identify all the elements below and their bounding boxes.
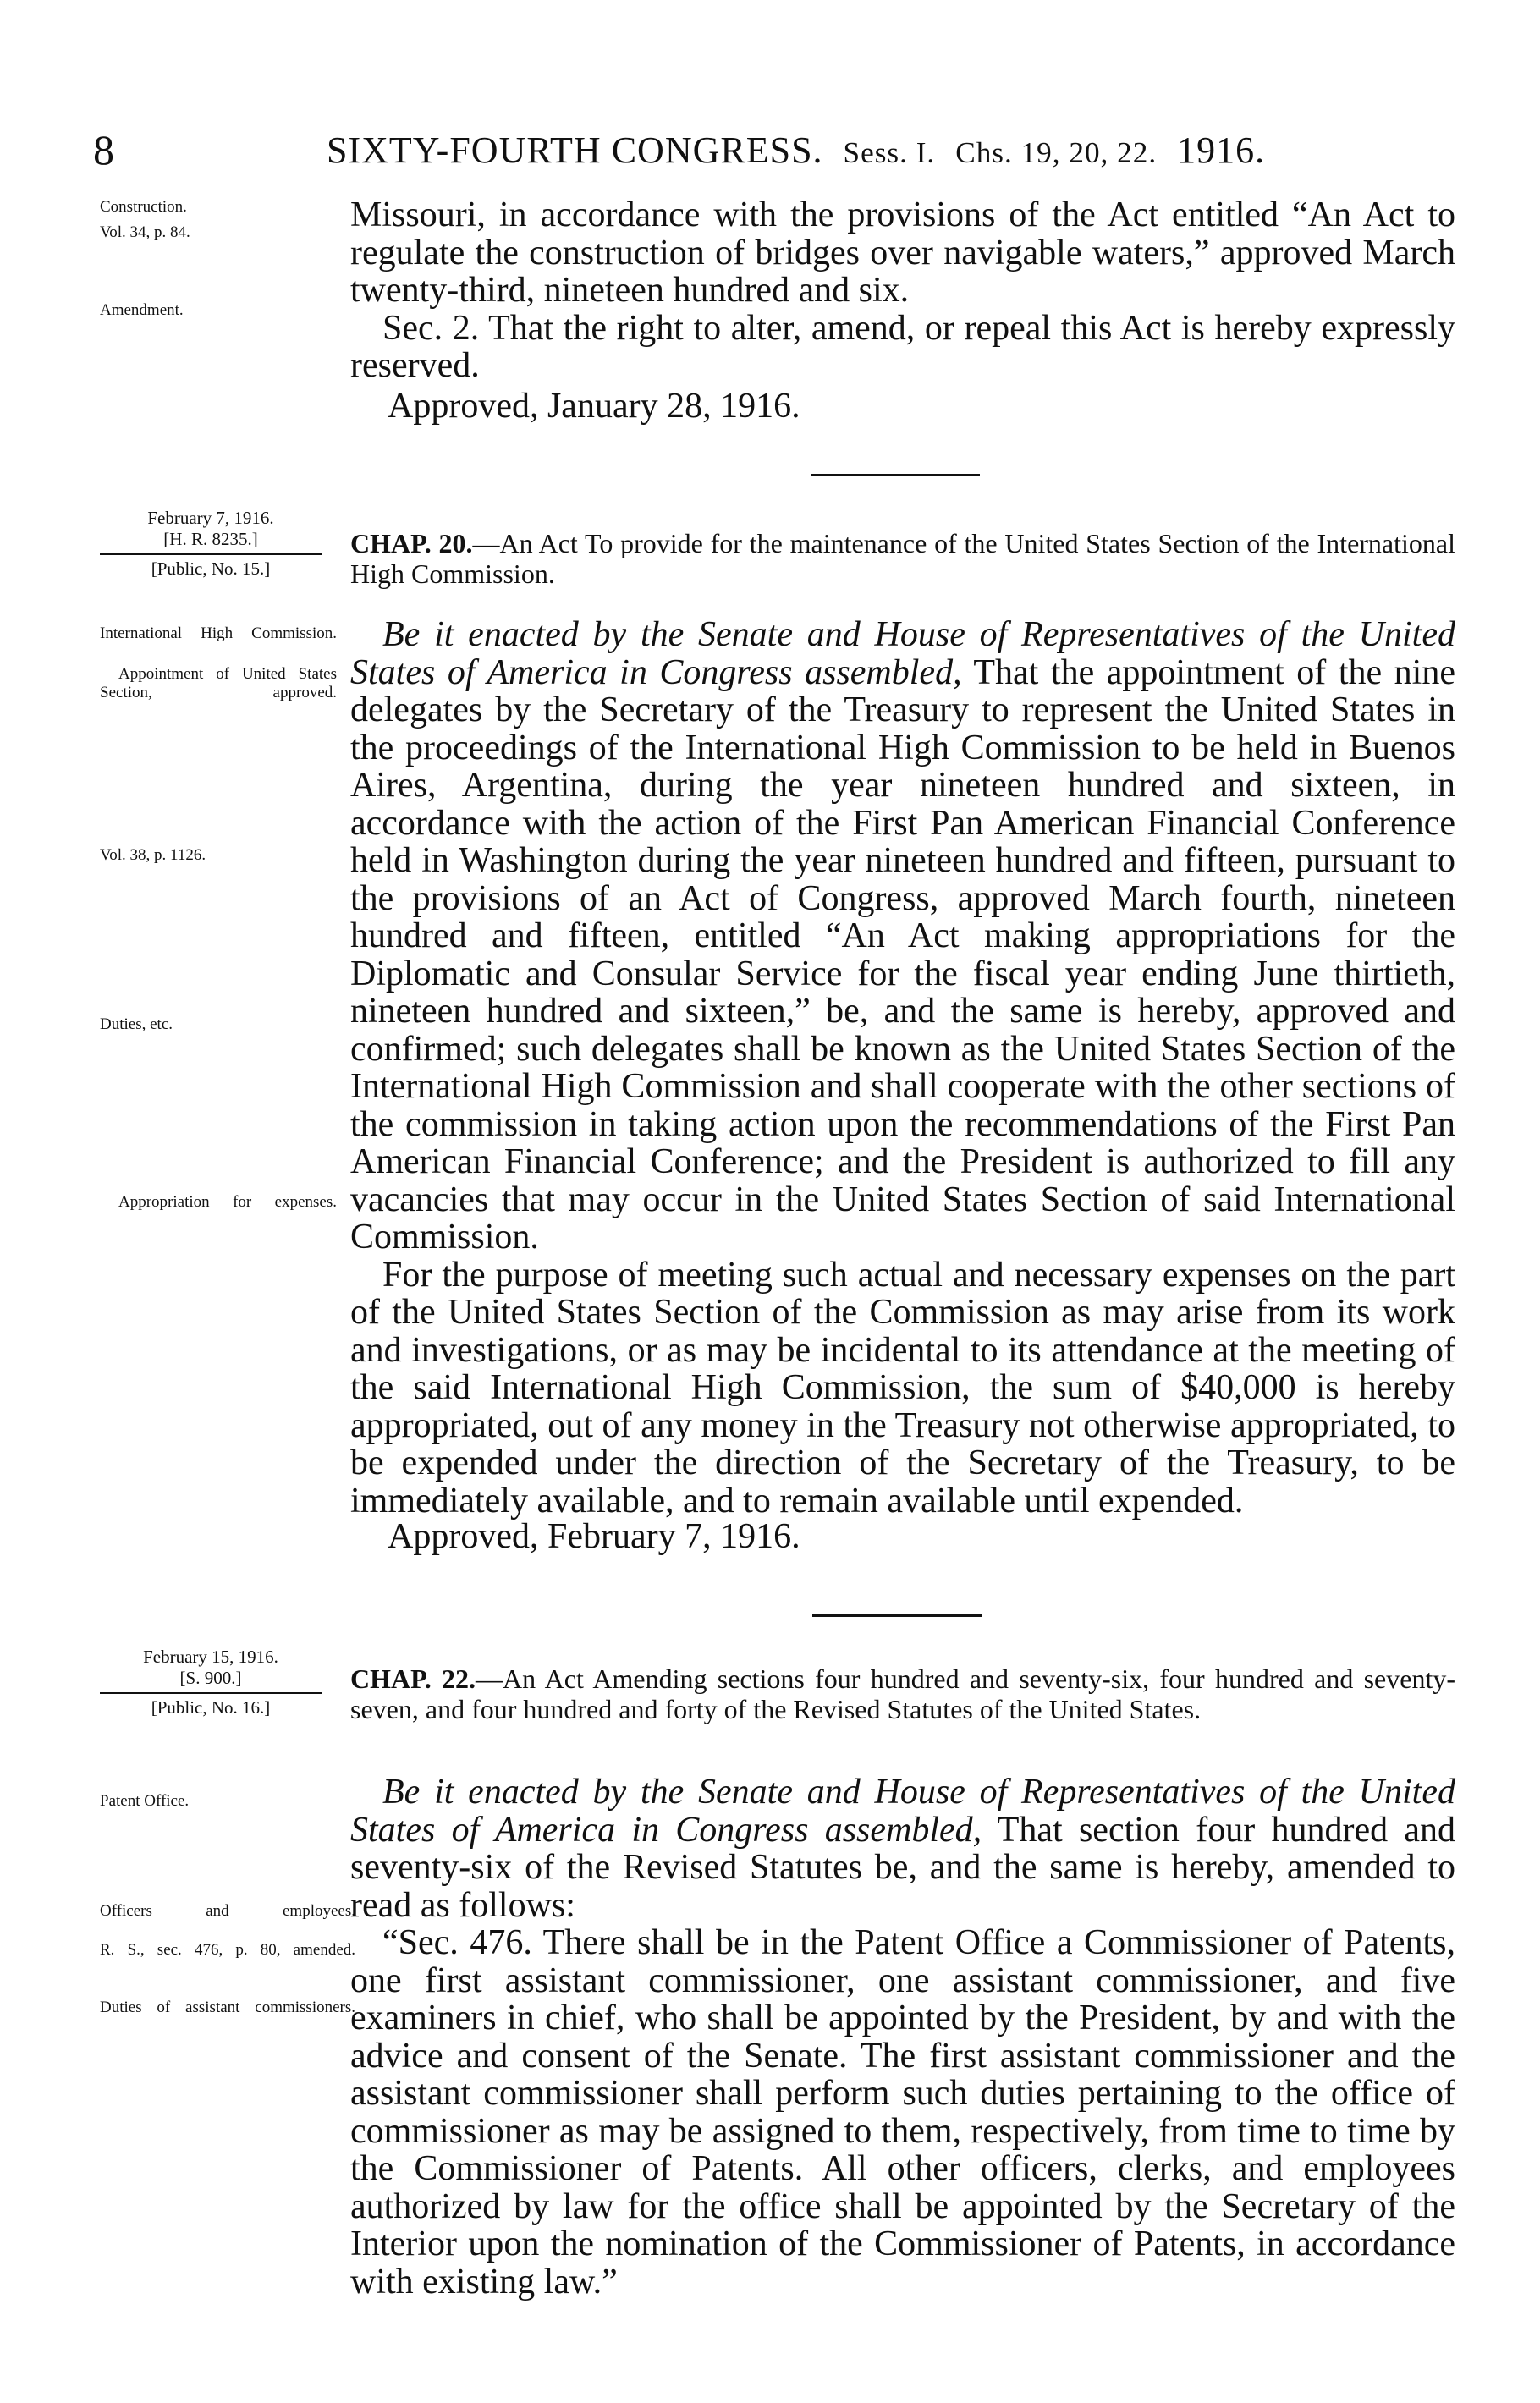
running-head-session: Sess. I. xyxy=(843,136,936,169)
chap22-text xyxy=(350,1773,1455,2301)
chap20-paragraph1 xyxy=(350,616,1455,1256)
margin-note-international-high-commission: International High Commission. xyxy=(100,624,337,642)
running-head-chapters: Chs. 19, 20, 22. xyxy=(955,136,1158,169)
chap22-paragraph2: “Sec. 476. There shall be in the Patent Office a Commissioner of Patents, one first assistant commissioner, one assistant commissioner, and five examiners in chief, who shall be appointed by the President, by and with the advice and consent of the Senate. The first assistant commissioner and the assistant commissioner shall perform such duties pertaining to the office of commissioner as may be assigned to them, respectively, from time to time by the Commissioner of Patents. All other officers, clerks, and employees authorized by law for the office shall be appointed by the Secretary of the Interior upon the nomination of the Commissioner of Patents, in accordance with existing law.” xyxy=(350,1923,1455,2301)
separator-rule-2 xyxy=(812,1614,982,1617)
running-head xyxy=(327,129,1265,172)
margin-note-rs-476: R. S., sec. 476, p. 80, amended. xyxy=(100,1941,355,1959)
chap22-date: February 15, 1916. xyxy=(143,1647,278,1667)
running-head-congress: SIXTY-FOURTH CONGRESS. xyxy=(327,129,823,171)
margin-note-vol38: Vol. 38, p. 1126. xyxy=(100,846,206,864)
chap20-date-rule xyxy=(100,553,322,555)
chap20-title xyxy=(350,528,1455,589)
chap22-enacting-clause: Be it enacted by the Senate and House of Representatives of the United States of America in Congress assembled, xyxy=(350,1773,1455,1850)
margin-note-duties: Duties, etc. xyxy=(100,1015,173,1033)
chap22-title xyxy=(350,1663,1455,1724)
section1-paragraph2: Sec. 2. That the right to alter, amend, or repeal this Act is hereby expressly reserved. xyxy=(350,308,1455,385)
margin-note-patent-office: Patent Office. xyxy=(100,1792,190,1810)
chap22-date-rule xyxy=(100,1692,322,1694)
page-number: 8 xyxy=(93,126,114,173)
margin-note-appropriation: Appropriation for expenses. xyxy=(118,1193,337,1211)
chap20-enacting-clause: Be it enacted by the Senate and House of Representatives of the United States of America in Congress assembled, xyxy=(350,615,1455,692)
chap20-approved: Approved, February 7, 1916. xyxy=(388,1517,800,1556)
margin-note-vol34: Vol. 34, p. 84. xyxy=(100,223,190,241)
chap22-title-text: —An Act Amending sections four hundred and seventy-six, four hundred and seventy-seven, and four hundred and forty of the Revised Statutes of the United States. xyxy=(350,1663,1456,1724)
chap22-paragraph1 xyxy=(350,1773,1455,1924)
chap20-paragraph2: For the purpose of meeting such actual and necessary expenses on the part of the United States Section of the Commission as may arise from its work and investigations, or as may be incidental to its attendance at the meeting of the said International High Commission, the sum of $40,000 is hereby appropriated, out of any money in the Treasury not otherwise appropriated, to be expended under the direction of the Secretary of the Treasury, to be immediately available, and to remain available until expended. xyxy=(350,1255,1455,1520)
margin-note-amendment: Amendment. xyxy=(100,301,184,319)
chap20-label: CHAP. 20. xyxy=(350,528,473,558)
section1-paragraph1: Missouri, in accordance with the provisions of the Act entitled “An Act to regulate the construction of bridges over navigable waters,” approved March twenty-third, nineteen hundred and six. xyxy=(350,195,1455,310)
section1-text xyxy=(350,196,1455,385)
chap20-title-text: —An Act To provide for the maintenance of the United States Section of the International High Commission. xyxy=(350,528,1456,589)
chap20-date-block xyxy=(100,508,322,580)
margin-note-construction: Construction. xyxy=(100,198,187,216)
margin-note-duties-assistant: Duties of assistant commissioners. xyxy=(100,1999,355,2016)
chap20-text xyxy=(350,616,1455,1520)
chap20-date: February 7, 1916. xyxy=(147,508,274,528)
chap22-bill: [S. 900.] xyxy=(179,1668,242,1688)
chap22-label: CHAP. 22. xyxy=(350,1663,476,1694)
chap20-paragraph1-text: That the appointment of the nine delegates by the Secretary of the Treasury to represent the United States in the proceedings of the International High Commission to be held in Buenos Aires, Argentina, during the year nineteen hundred and sixteen, in accordance with the action of the First Pan American Financial Conference held in Washington during the year nineteen hundred and fifteen, pursuant to the provisions of an Act of Congress, approved March fourth, nineteen hundred and fifteen, entitled “An Act making appropriations for the Diplomatic and Consular Service for the fiscal year ending June thirtieth, nineteen hundred and sixteen,” be, and the same is hereby, approved and confirmed; such delegates shall be known as the United States Section of the International High Commission and shall cooperate with the other sections of the commission in taking action upon the recommendations of the First Pan American Financial Conference; and the President is authorized to fill any vacancies that may occur in the United States Section of said International Commission. xyxy=(350,652,1455,1256)
margin-note-appointment: Appointment of United States Section, approved. xyxy=(100,665,337,701)
chap22-public: [Public, No. 16.] xyxy=(151,1697,271,1718)
chap20-bill: [H. R. 8235.] xyxy=(163,529,258,549)
running-head-year: 1916. xyxy=(1177,129,1266,171)
chap22-date-block xyxy=(100,1647,322,1718)
separator-rule xyxy=(811,474,980,476)
margin-note-officers: Officers and employees. xyxy=(100,1902,355,1920)
chap22-paragraph1-text: That section four hundred and seventy-six of the Revised Statutes be, and the same is hereby, amended to read as follows: xyxy=(350,1810,1455,1925)
page-header xyxy=(93,125,1464,176)
chap20-public: [Public, No. 15.] xyxy=(151,558,271,579)
section1-approved: Approved, January 28, 1916. xyxy=(388,387,800,426)
